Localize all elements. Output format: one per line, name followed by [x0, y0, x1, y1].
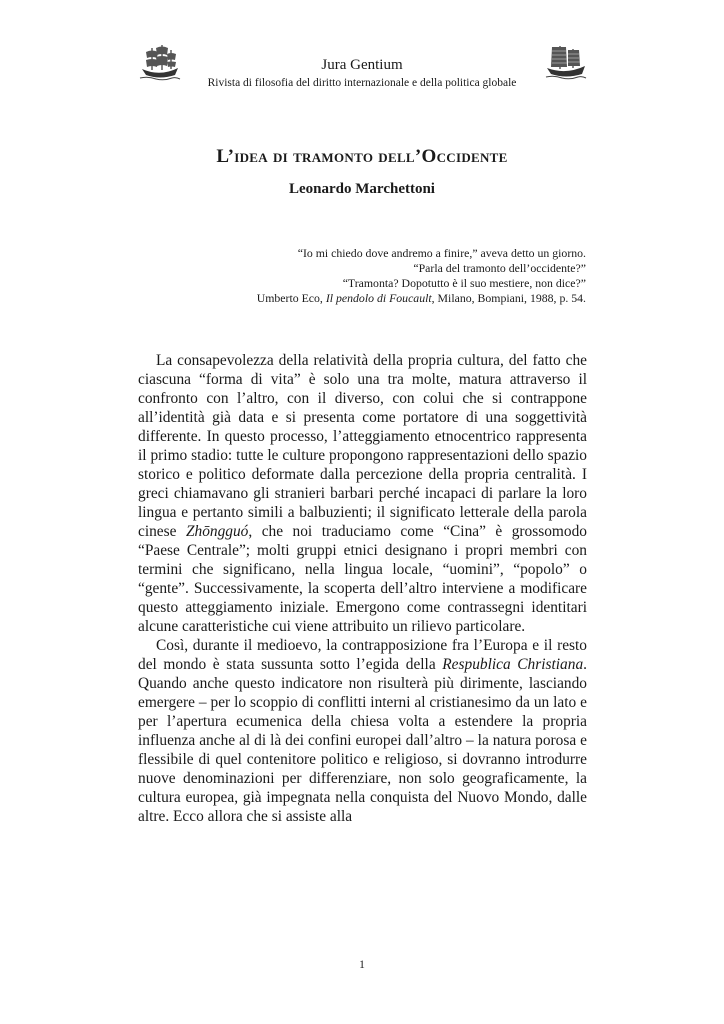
journal-title: Jura Gentium [321, 57, 403, 73]
epigraph-line: “Parla del tramonto dell’occidente?” [413, 261, 586, 275]
paragraph-text: . Quando anche questo indicatore non risulterà più dirimente, lasciando emergere – per lo scoppio di conflitti interni al cristianesimo da un lato e per l’apertura ecumenica della chiesa volta a estendere la propria influenza anche al di là dei confini europei dall’altro – la natura porosa e flessibile di quel contenitore politico e religioso, si dovranno introdurre nuove denominazioni per differenziare, non solo geograficamente, la cultura europea, già impegnata nella conquista del Nuovo Mondo, dalle altre. Ecco allora che si assiste alla [138, 656, 587, 825]
paragraph [138, 351, 587, 636]
page-number: 1 [359, 959, 365, 971]
journal-header [0, 57, 724, 90]
citation-author: Umberto Eco, [256, 291, 326, 305]
article-author: Leonardo Marchettoni [289, 181, 435, 197]
paragraph [138, 636, 587, 826]
article-title: L’idea di tramonto dell’Occidente [216, 146, 508, 167]
italic-term: Zhōngguó [185, 523, 249, 540]
epigraph-citation [166, 291, 586, 306]
journal-subtitle: Rivista di filosofia del diritto internazionale e della politica globale [207, 77, 517, 89]
epigraph [166, 246, 586, 306]
paragraph-text: Così, durante il medioevo, la contrapposizione fra l’Europa e il resto del mondo è stata sussunta sotto l’egida della [138, 637, 587, 673]
epigraph-line: “Tramonta? Dopotutto è il suo mestiere, non dice?” [342, 276, 586, 290]
epigraph-line: “Io mi chiedo dove andremo a finire,” aveva detto un giorno. [297, 246, 586, 260]
article-body [138, 351, 587, 826]
citation-details: , Milano, Bompiani, 1988, p. 54. [431, 291, 586, 305]
citation-title: Il pendolo di Foucault [325, 291, 432, 305]
paragraph-text: , che noi traduciamo come “Cina” è grossomodo “Paese Centrale”; molti gruppi etnici designano i propri membri con termini che significano, nella lingua locale, “uomini”, “popolo” o “gente”. Successivamente, la scoperta dell’altro interviene a modificare questo atteggiamento iniziale. Emergono come contrassegni identitari alcune caratteristiche cui viene attribuito un rilievo particolare. [138, 523, 587, 635]
paragraph-text: La consapevolezza della relatività della propria cultura, del fatto che ciascuna “forma di vita” è solo una tra molte, matura attraverso il confronto con l’altro, con il diverso, con colui che si contrappone all’identità già data e si presenta come portatore di una soggettività differente. In questo processo, l’atteggiamento etnocentrico rappresenta il primo stadio: tutte le culture propongono rappresentazioni dello spazio storico e politico deformate dalla percezione della propria centralità. I greci chiamavano gli stranieri barbari perché incapaci di parlare la loro lingua e pertanto simili a balbuzienti; il significato letterale della parola cinese [138, 352, 587, 540]
italic-term: Respublica Christiana [442, 656, 584, 673]
